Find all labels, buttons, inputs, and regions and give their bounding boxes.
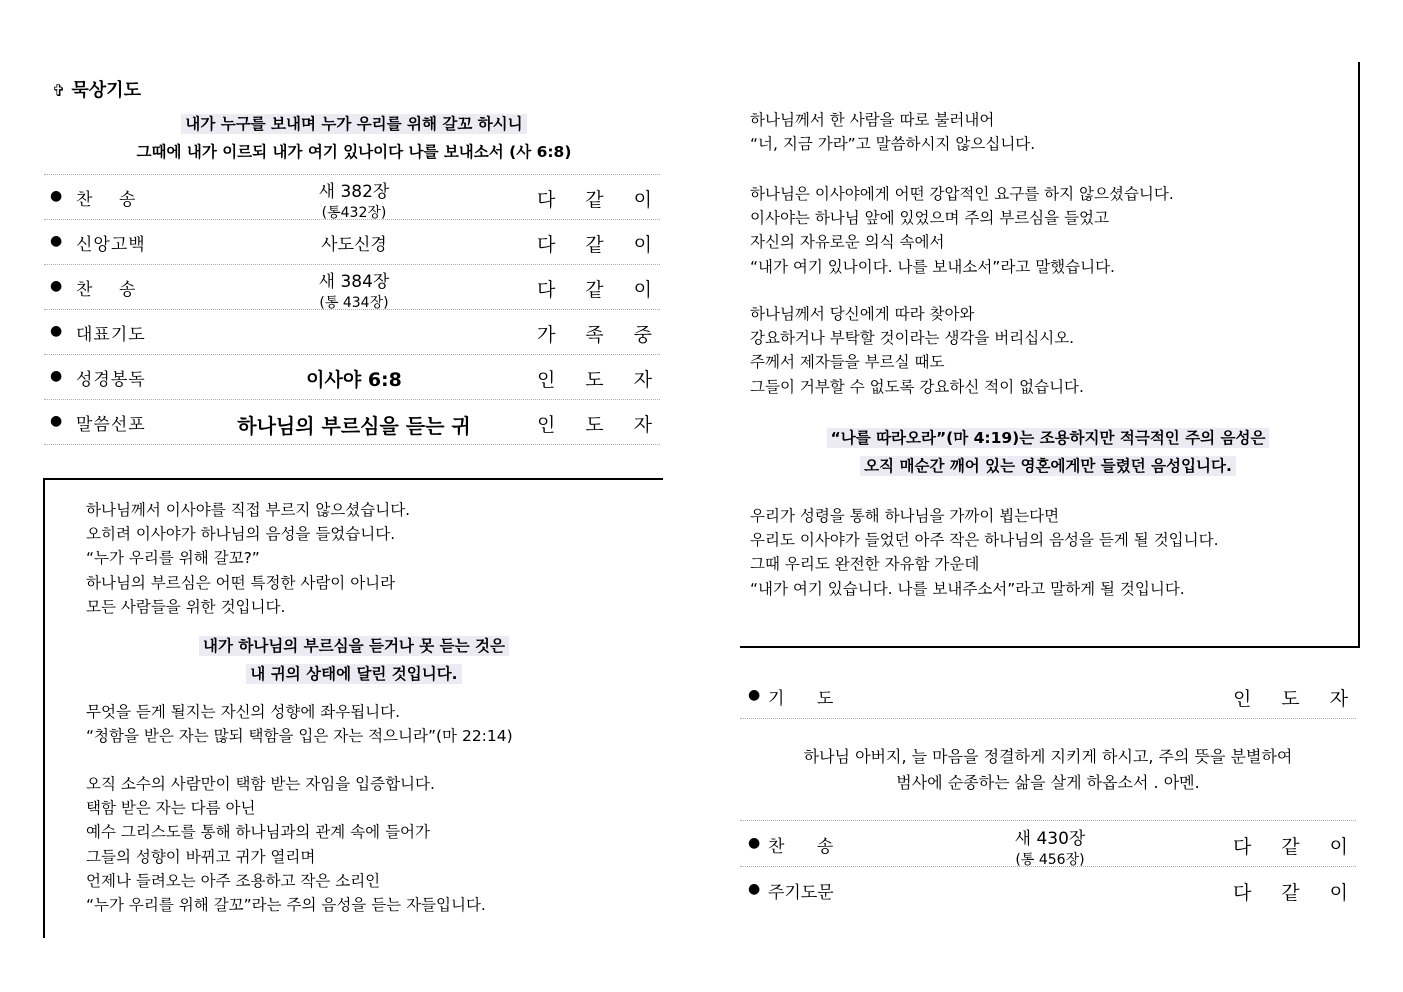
verse-line-2: 그때에 내가 이르되 내가 여기 있나이다 나를 보내소서 (사 6:8) (136, 143, 572, 161)
order-label: 신앙고백 (76, 235, 146, 255)
bullet-icon: ● (748, 881, 761, 897)
bullet-icon: ● (50, 368, 63, 384)
hymn-number-old: (통 456장) (1015, 852, 1085, 868)
hymn-number-old: (통432장) (321, 205, 387, 221)
order-row-reading (44, 355, 682, 400)
bullet-icon: ● (748, 687, 761, 703)
closing-label: 주기도문 (768, 883, 834, 903)
closing-rule (740, 820, 1356, 821)
order-leader: 인도자 (536, 369, 682, 391)
order-leader: 인도자 (536, 414, 682, 436)
sermon-title: 하나님의 부르심을 듣는 귀 (237, 414, 471, 438)
right-paragraph-3: 하나님께서 당신에게 따라 찾아와 강요하거나 부탁할 것이라는 생각을 버리십시오. 주께서 제자들을 부르실 때도 그들이 거부할 수 없도록 강요하신 적이 없습니다. (750, 305, 1084, 396)
left-paragraph-1: 하나님께서 이사야를 직접 부르지 않으셨습니다. 오히려 이사야가 하나님의 음성을 들었습니다. “누가 우리를 위해 갈꼬?” 하나님의 부르심은 어떤 특정한 사람이 아니라 모든 사람들을 위한 것입니다. (86, 501, 411, 616)
bullet-icon: ● (748, 835, 761, 851)
closing-label: 기 도 (768, 689, 834, 709)
closing-label: 찬 송 (768, 837, 834, 857)
scripture-reference: 이사야 6:8 (306, 369, 402, 391)
closing-row-lords-prayer (740, 868, 1378, 912)
left-highlight: 내가 하나님의 부르심을 듣거나 못 듣는 것은 내 귀의 상태에 달린 것입니다. (44, 632, 664, 688)
closing-leader: 다같이 (1232, 882, 1378, 904)
section-title: ✞ 묵상기도 (52, 80, 141, 101)
order-leader: 다같이 (536, 279, 682, 301)
closing-leader: 인도자 (1232, 688, 1378, 710)
right-paragraph-2: 하나님은 이사야에게 어떤 강압적인 요구를 하지 않으셨습니다. 이사야는 하나님 앞에 있었으며 주의 부르심을 들었고 자신의 자유로운 의식 속에서 “내가 여기 있나이다. 나를 보내소서”라고 말했습니다. (750, 185, 1174, 276)
bullet-icon: ● (50, 278, 63, 294)
order-leader: 다같이 (536, 234, 682, 256)
hymn-number: 새 382장 (318, 182, 390, 202)
order-label: 찬 송 (76, 190, 137, 210)
bullet-icon: ● (50, 188, 63, 204)
order-label: 대표기도 (76, 325, 146, 345)
bullet-icon: ● (50, 233, 63, 249)
right-paragraph-1: 하나님께서 한 사람을 따로 불러내어 “너, 지금 가라”고 말씀하시지 않으십니다. (750, 111, 1036, 154)
right-box-bottom-border (740, 646, 1360, 648)
left-box-top-border (44, 478, 663, 480)
hymn-number-old: (통 434장) (319, 295, 389, 311)
order-label: 찬 송 (76, 280, 137, 300)
right-paragraph-4: 우리가 성령을 통해 하나님을 가까이 뵙는다면 우리도 이사야가 들었던 아주 작은 하나님의 음성을 듣게 될 것입니다. 그때 우리도 완전한 자유함 가운데 “내가 여기 있습니다. 나를 보내주소서”라고 말하게 될 것입니다. (750, 507, 1219, 598)
order-row-creed (44, 220, 682, 265)
verse-line-1: 내가 누구를 보내며 누가 우리를 위해 갈꼬 하시니 (44, 112, 664, 134)
hymn-number: 새 430장 (1014, 829, 1086, 849)
closing-prayer-text: 하나님 아버지, 늘 마음을 정결하게 지키게 하시고, 주의 뜻을 분별하여 범사에 순종하는 삶을 살게 하옵소서 . 아멘. (803, 747, 1293, 792)
order-leader: 다같이 (536, 189, 682, 211)
closing-row-prayer (740, 674, 1378, 719)
order-content: 사도신경 (321, 235, 387, 255)
order-label: 성경봉독 (76, 370, 146, 390)
order-leader: 가족중 (536, 324, 682, 346)
closing-row-hymn (740, 822, 1378, 868)
order-row-hymn-1 (44, 175, 682, 221)
order-row-hymn-2 (44, 265, 682, 311)
order-label: 말씀선포 (76, 415, 146, 435)
left-paragraph-3: 오직 소수의 사람만이 택함 받는 자임을 입증합니다. 택함 받은 자는 다름 아닌 예수 그리스도를 통해 하나님과의 관계 속에 들어가 그들의 성향이 바뀌고 귀가 열리며 언제나 들려오는 아주 조용하고 작은 소리인 “누가 우리를 위해 갈꼬”라는 주의 음성을 듣는 자들입니다. (86, 775, 486, 915)
order-row-sermon (44, 400, 682, 445)
right-box-right-border (1358, 62, 1360, 648)
right-highlight: “나를 따라오라”(마 4:19)는 조용하지만 적극적인 주의 음성은 오직 매순간 깨어 있는 영혼에게만 들렸던 음성입니다. (740, 424, 1356, 480)
closing-leader: 다같이 (1232, 836, 1378, 858)
bullet-icon: ● (50, 413, 63, 429)
bullet-icon: ● (50, 323, 63, 339)
hymn-number: 새 384장 (318, 272, 390, 292)
left-box-left-border (43, 478, 45, 938)
order-row-prayer (44, 310, 682, 355)
left-paragraph-2: 무엇을 듣게 될지는 자신의 성향에 좌우됩니다. “청함을 받은 자는 많되 택함을 입은 자는 적으니라”(마 22:14) (86, 703, 513, 746)
cross-icon: ✞ (52, 81, 66, 100)
